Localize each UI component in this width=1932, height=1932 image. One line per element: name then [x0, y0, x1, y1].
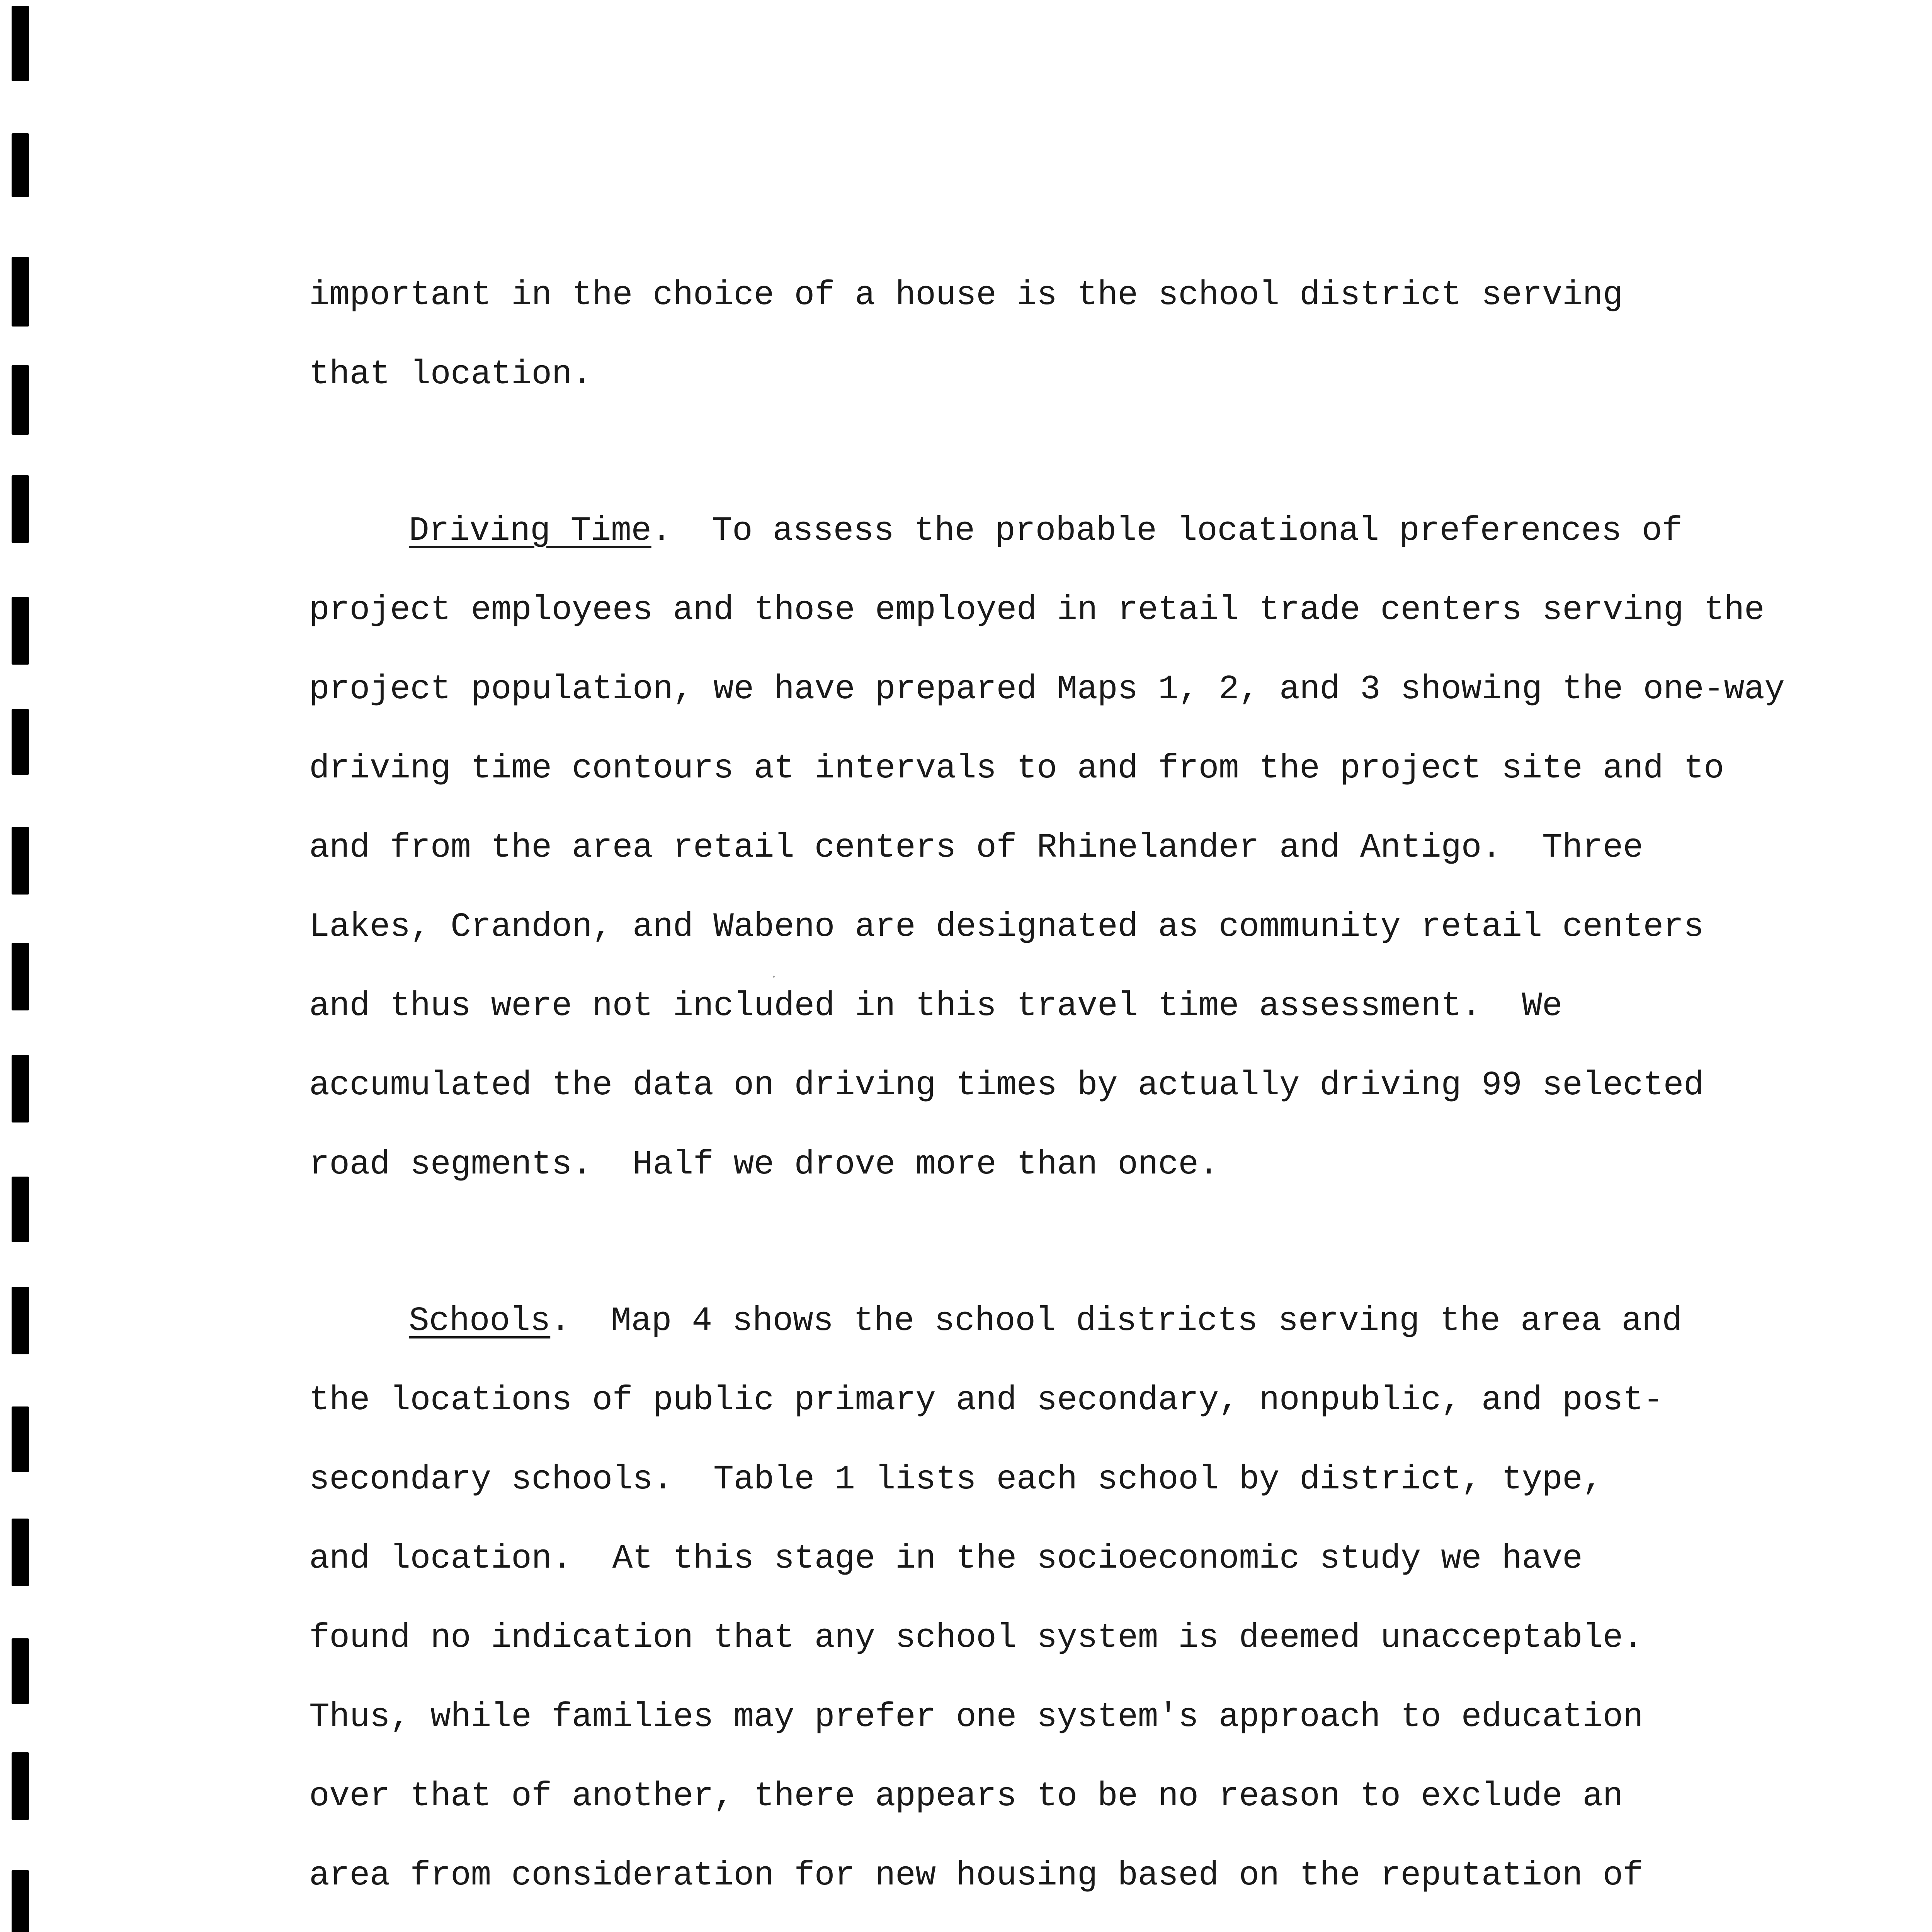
binding-bar [12, 827, 29, 895]
binding-bar [12, 1752, 29, 1820]
body-line: project population, we have prepared Maps 1, 2, and 3 showing the one-way [309, 670, 1785, 709]
binding-bar [12, 1406, 29, 1472]
binding-bar [12, 943, 29, 1010]
body-line: accumulated the data on driving times by actually driving 99 selected [309, 1066, 1704, 1105]
binding-bar [12, 365, 29, 435]
binding-bar [12, 1055, 29, 1122]
body-line: area from consideration for new housing based on the reputation of [309, 1857, 1643, 1895]
heading-period: . [550, 1302, 571, 1340]
heading-period: . [651, 512, 672, 550]
binding-bar [12, 1519, 29, 1586]
binding-bar [12, 133, 29, 197]
body-line: project employees and those employed in retail trade centers serving the [309, 591, 1765, 629]
body-text: To assess the probable locational preferences of [672, 512, 1682, 550]
body-line: important in the choice of a house is the school district serving [309, 276, 1623, 315]
paragraph-first-line [309, 1302, 1682, 1341]
body-text: Map 4 shows the school districts serving the area and [570, 1302, 1682, 1340]
body-line: Lakes, Crandon, and Wabeno are designated as community retail centers [309, 908, 1704, 946]
binding-bar [12, 1287, 29, 1354]
body-line: driving time contours at intervals to and from the project site and to [309, 750, 1724, 788]
binding-bar [12, 257, 29, 327]
body-line: road segments. Half we drove more than once. [309, 1146, 1219, 1184]
body-line: the locations of public primary and secondary, nonpublic, and post- [309, 1381, 1663, 1420]
paragraph-first-line [309, 512, 1682, 551]
binding-bar [12, 6, 29, 81]
body-line: found no indication that any school system is deemed unacceptable. [309, 1619, 1643, 1657]
binding-bar [12, 1870, 29, 1932]
body-line: over that of another, there appears to be no reason to exclude an [309, 1777, 1623, 1816]
section-heading-schools: Schools [409, 1302, 551, 1340]
binding-bar [12, 597, 29, 665]
binding-bar [12, 709, 29, 775]
scan-speck [773, 976, 775, 978]
section-heading-driving-time: Driving Time [409, 512, 651, 550]
body-line: and thus were not included in this travel time assessment. We [309, 987, 1563, 1026]
body-line: secondary schools. Table 1 lists each school by district, type, [309, 1461, 1603, 1499]
binding-bar [12, 475, 29, 543]
body-line: and from the area retail centers of Rhinelander and Antigo. Three [309, 829, 1643, 867]
body-line: Thus, while families may prefer one system's approach to education [309, 1698, 1643, 1736]
binding-bar [12, 1177, 29, 1242]
body-line: and location. At this stage in the socioeconomic study we have [309, 1540, 1583, 1578]
binding-bar [12, 1638, 29, 1704]
body-line: that location. [309, 355, 592, 394]
